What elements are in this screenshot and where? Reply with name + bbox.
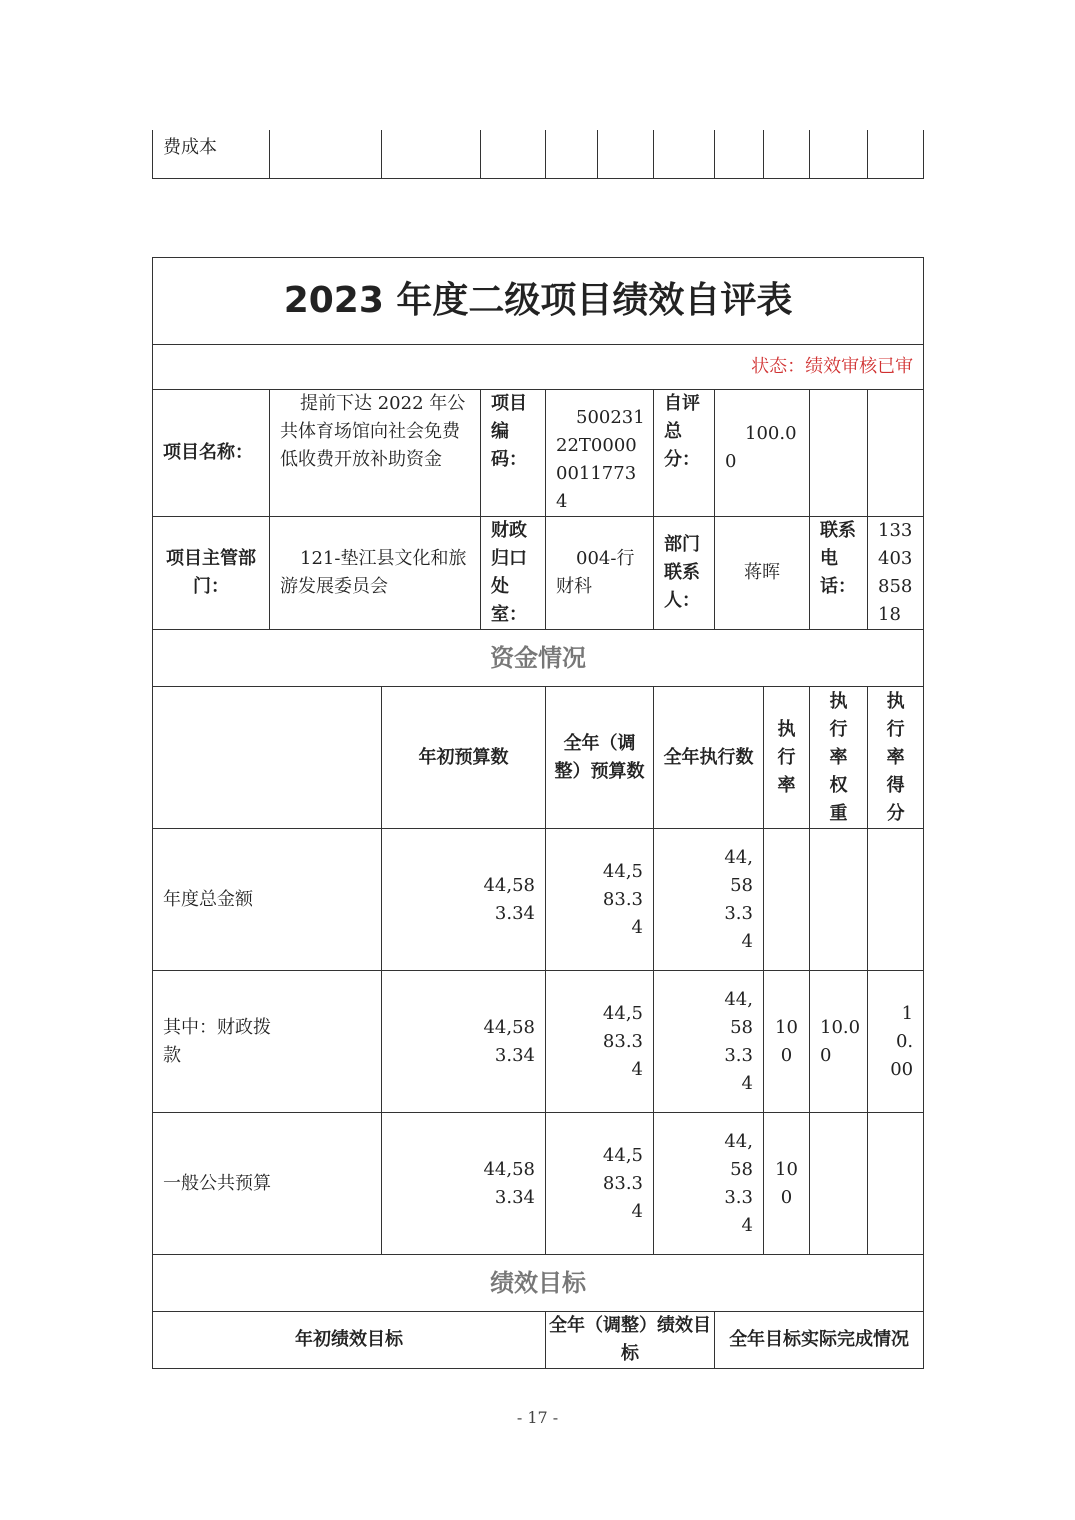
funds-section-title: 资金情况 — [153, 630, 924, 687]
phone-label: 联系电话： — [810, 517, 868, 630]
row-rate — [764, 829, 810, 971]
row-adjusted: 44,583.34 — [546, 829, 654, 971]
header-executed: 全年执行数 — [654, 687, 764, 829]
header-initial-budget: 年初预算数 — [382, 687, 546, 829]
row-executed: 44,583.34 — [654, 971, 764, 1113]
row-rate: 100 — [764, 1113, 810, 1255]
contact-value: 蒋晖 — [715, 517, 810, 630]
row-budget: 44,583.34 — [382, 971, 546, 1113]
header-adjusted-budget: 全年（调整）预算数 — [546, 687, 654, 829]
table-row — [153, 971, 924, 1113]
status-badge: 状态：绩效审核已审 — [153, 345, 924, 390]
page-title: 2023 年度二级项目绩效自评表 — [153, 258, 924, 345]
header-actual-completion: 全年目标实际完成情况 — [715, 1312, 924, 1369]
row-weight: 10.00 — [810, 971, 868, 1113]
row-label: 一般公共预算 — [153, 1113, 382, 1255]
previous-table-fragment — [152, 130, 924, 179]
page-number: - 17 - — [516, 1408, 559, 1427]
header-exec-score: 执行率得分 — [868, 687, 924, 829]
evaluation-table — [152, 257, 924, 1369]
finance-office-label: 财政归口处室： — [481, 517, 546, 630]
project-code-label: 项目编码： — [481, 390, 546, 517]
project-code-value: 50023122T000000117734 — [546, 390, 654, 517]
fragment-label: 费成本 — [153, 130, 270, 179]
header-exec-rate: 执行率 — [764, 687, 810, 829]
phone-value: 13340385818 — [868, 517, 924, 630]
row-adjusted: 44,583.34 — [546, 971, 654, 1113]
header-initial-goal: 年初绩效目标 — [153, 1312, 546, 1369]
finance-office-value: 004-行财科 — [546, 517, 654, 630]
table-row — [153, 829, 924, 971]
contact-label: 部门联系人： — [654, 517, 715, 630]
row-rate: 100 — [764, 971, 810, 1113]
self-score-value: 100.00 — [715, 390, 810, 517]
row-adjusted: 44,583.34 — [546, 1113, 654, 1255]
performance-section-title: 绩效目标 — [153, 1255, 924, 1312]
row-score: 10.00 — [868, 971, 924, 1113]
header-adjusted-goal: 全年（调整）绩效目标 — [546, 1312, 715, 1369]
self-score-label: 自评总分： — [654, 390, 715, 517]
dept-value: 121-垫江县文化和旅游发展委员会 — [270, 517, 481, 630]
project-name-label: 项目名称： — [153, 390, 270, 517]
row-score — [868, 1113, 924, 1255]
header-exec-weight: 执行率权重 — [810, 687, 868, 829]
dept-label: 项目主管部门： — [153, 517, 270, 630]
row-score — [868, 829, 924, 971]
row-weight — [810, 829, 868, 971]
row-executed: 44,583.34 — [654, 1113, 764, 1255]
table-row — [153, 1113, 924, 1255]
row-label: 年度总金额 — [153, 829, 382, 971]
row-executed: 44,583.34 — [654, 829, 764, 971]
row-weight — [810, 1113, 868, 1255]
row-budget: 44,583.34 — [382, 829, 546, 971]
row-label: 其中：财政拨款 — [153, 971, 382, 1113]
project-name-value: 提前下达 2022 年公共体育场馆向社会免费低收费开放补助资金 — [270, 390, 481, 517]
row-budget: 44,583.34 — [382, 1113, 546, 1255]
